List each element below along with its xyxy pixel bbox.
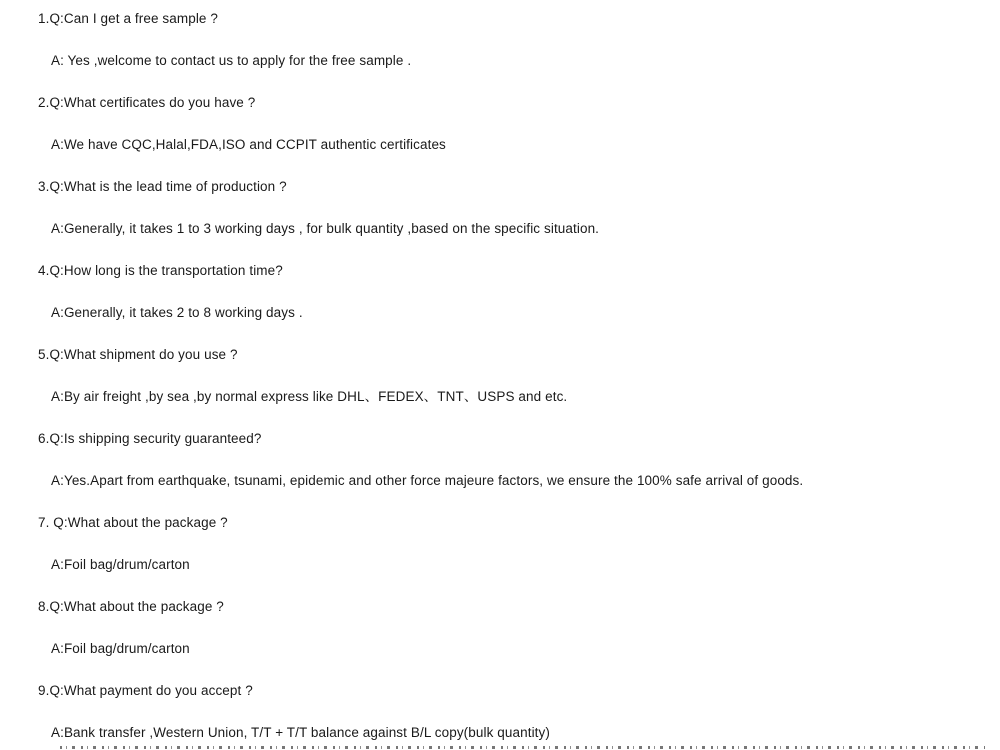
faq-question: 2.Q:What certificates do you have ? — [38, 95, 256, 110]
faq-item — [0, 0, 1000, 82]
faq-answer: A:Bank transfer ,Western Union, T/T + T/T balance against B/L copy(bulk quantity) — [51, 725, 550, 740]
faq-question: 9.Q:What payment do you accept ? — [38, 683, 253, 698]
faq-answer: A: Yes ,welcome to contact us to apply for the free sample . — [51, 53, 412, 68]
faq-item — [0, 250, 1000, 334]
faq-answer: A:Foil bag/drum/carton — [51, 557, 190, 572]
faq-item — [0, 334, 1000, 418]
faq-question: 7. Q:What about the package ? — [38, 515, 228, 530]
faq-question: 1.Q:Can I get a free sample ? — [38, 11, 218, 26]
faq-question: 4.Q:How long is the transportation time? — [38, 263, 283, 278]
faq-item — [0, 418, 1000, 502]
faq-item — [0, 586, 1000, 670]
faq-question: 3.Q:What is the lead time of production ? — [38, 179, 287, 194]
faq-item — [0, 670, 1000, 750]
faq-answer: A:Foil bag/drum/carton — [51, 641, 190, 656]
faq-answer: A:Generally, it takes 1 to 3 working days , for bulk quantity ,based on the specific situation. — [51, 221, 600, 236]
faq-item — [0, 82, 1000, 166]
faq-question: 5.Q:What shipment do you use ? — [38, 347, 238, 362]
faq-answer: A:We have CQC,Halal,FDA,ISO and CCPIT authentic certificates — [51, 137, 446, 152]
faq-item — [0, 502, 1000, 586]
faq-answer: A:By air freight ,by sea ,by normal express like DHL、FEDEX、TNT、USPS and etc. — [51, 389, 568, 404]
faq-item — [0, 166, 1000, 250]
faq-question: 6.Q:Is shipping security guaranteed? — [38, 431, 262, 446]
faq-answer: A:Generally, it takes 2 to 8 working days . — [51, 305, 303, 320]
faq-answer: A:Yes.Apart from earthquake, tsunami, epidemic and other force majeure factors, we ensure the 100% safe arrival of goods. — [51, 473, 804, 488]
faq-question: 8.Q:What about the package ? — [38, 599, 224, 614]
clipped-text-line — [60, 746, 985, 749]
